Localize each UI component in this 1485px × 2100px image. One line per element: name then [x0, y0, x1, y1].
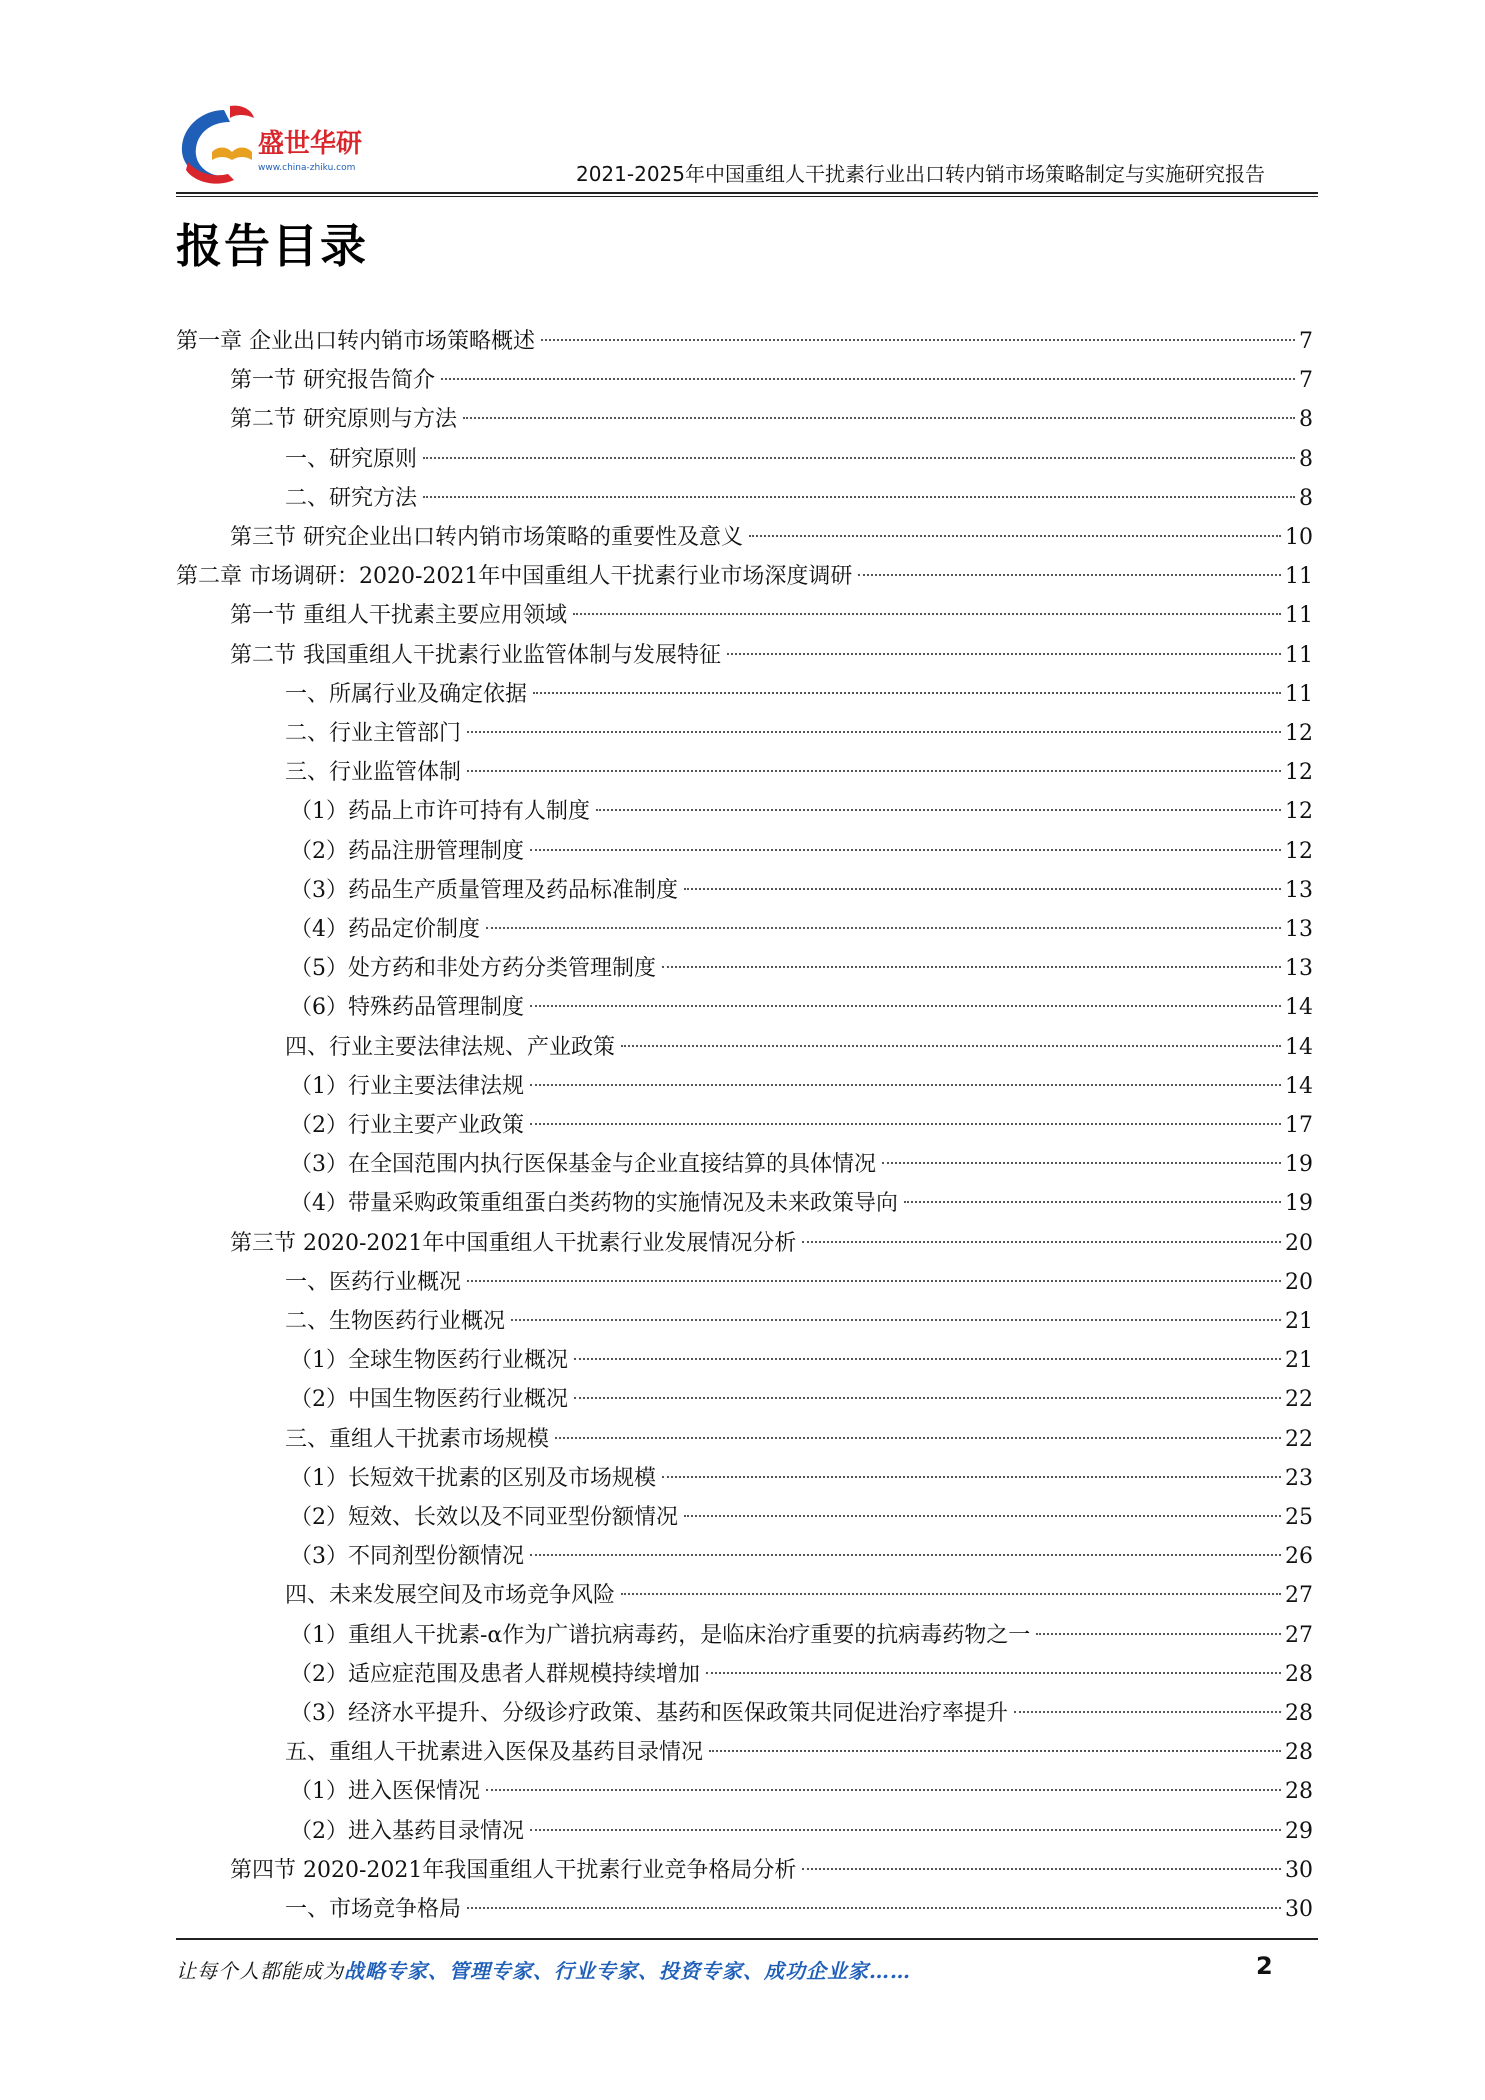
toc-dot-leader	[511, 1319, 1281, 1321]
toc-entry[interactable]	[290, 834, 1313, 870]
toc-entry-label: 第三节 研究企业出口转内销市场策略的重要性及意义	[230, 525, 743, 550]
toc-entry-label: （1）进入医保情况	[290, 1779, 480, 1805]
toc-dot-leader	[530, 1829, 1281, 1831]
toc-dot-leader	[858, 574, 1281, 576]
slogan-prefix: 让每个人都能成为	[176, 1959, 344, 1983]
toc-dot-leader	[574, 1358, 1281, 1360]
toc-entry[interactable]	[285, 1578, 1313, 1614]
toc-dot-leader	[749, 535, 1281, 537]
svg-text:盛世华研: 盛世华研	[258, 129, 363, 159]
toc-entry[interactable]	[290, 1500, 1313, 1536]
toc-entry-page: 13	[1285, 877, 1313, 903]
toc-entry-page: 25	[1285, 1505, 1313, 1530]
toc-entry-label: 三、重组人干扰素市场规模	[285, 1426, 550, 1452]
toc-dot-leader	[423, 496, 1295, 498]
toc-entry[interactable]	[290, 1696, 1313, 1732]
logo	[172, 100, 392, 190]
toc-dot-leader	[533, 692, 1281, 694]
toc-entry-page: 14	[1285, 1034, 1313, 1060]
toc-entry-page: 13	[1285, 956, 1313, 982]
toc-dot-leader	[441, 378, 1295, 380]
toc-dot-leader	[541, 339, 1295, 341]
toc-entry[interactable]	[230, 363, 1313, 399]
toc-entry[interactable]	[290, 1618, 1313, 1654]
toc-dot-leader	[573, 613, 1281, 615]
toc-entry-page: 21	[1285, 1348, 1313, 1374]
toc-entry[interactable]	[290, 1539, 1313, 1575]
toc-entry[interactable]	[285, 481, 1313, 517]
toc-entry[interactable]	[290, 1108, 1313, 1144]
toc-entry-page: 28	[1285, 1661, 1313, 1687]
toc-entry[interactable]	[285, 1030, 1313, 1066]
toc-entry-label: 五、重组人干扰素进入医保及基药目录情况	[285, 1740, 704, 1766]
logo-emblem-icon	[172, 100, 392, 190]
toc-dot-leader	[802, 1868, 1281, 1870]
toc-entry-label: （3）在全国范围内执行医保基金与企业直接结算的具体情况	[290, 1152, 876, 1178]
footer-divider	[176, 1938, 1318, 1940]
toc-entry-page: 8	[1299, 485, 1313, 511]
footer-slogan	[176, 1955, 911, 1984]
toc-dot-leader	[530, 1084, 1281, 1086]
toc-entry[interactable]	[285, 1735, 1313, 1771]
toc-dot-leader	[706, 1672, 1281, 1674]
toc-dot-leader	[486, 927, 1281, 929]
toc-entry[interactable]	[285, 442, 1313, 478]
toc-entry[interactable]	[290, 1343, 1313, 1379]
toc-entry-page: 28	[1285, 1701, 1313, 1726]
header-divider-thin	[176, 196, 1318, 197]
toc-entry-page: 22	[1285, 1426, 1313, 1452]
toc-entry-label: （3）经济水平提升、分级诊疗政策、基药和医保政策共同促进治疗率提升	[290, 1701, 1008, 1726]
toc-entry[interactable]	[290, 1382, 1313, 1418]
toc-entry-label: （2）短效、长效以及不同亚型份额情况	[290, 1505, 678, 1530]
header-report-title: 2021-2025年中国重组人干扰素行业出口转内销市场策略制定与实施研究报告	[575, 162, 1265, 186]
toc-dot-leader	[596, 809, 1281, 811]
toc-entry[interactable]	[290, 1069, 1313, 1105]
toc-entry[interactable]	[290, 1147, 1313, 1183]
toc-entry-label: 四、行业主要法律法规、产业政策	[285, 1034, 616, 1060]
toc-dot-leader	[662, 1476, 1281, 1478]
toc-entry[interactable]	[230, 402, 1313, 438]
toc-entry-label: 一、市场竞争格局	[285, 1897, 462, 1922]
toc-dot-leader	[486, 1789, 1281, 1791]
toc-entry-label: （2）适应症范围及患者人群规模持续增加	[290, 1661, 700, 1687]
toc-entry-label: 一、研究原则	[285, 446, 418, 472]
toc-dot-leader	[882, 1162, 1281, 1164]
toc-dot-leader	[530, 1554, 1281, 1556]
toc-entry-page: 12	[1285, 838, 1313, 864]
toc-dot-leader	[802, 1241, 1281, 1243]
toc-dot-leader	[555, 1437, 1281, 1439]
header-divider	[176, 192, 1318, 194]
toc-entry[interactable]	[290, 1774, 1313, 1810]
toc-entry[interactable]	[290, 1657, 1313, 1693]
toc-dot-leader	[684, 888, 1281, 890]
toc-entry-label: （1）长短效干扰素的区别及市场规模	[290, 1465, 656, 1491]
toc-dot-leader	[621, 1045, 1281, 1047]
toc-dot-leader	[621, 1593, 1281, 1595]
svg-text:www.china-zhiku.com: www.china-zhiku.com	[258, 163, 356, 173]
toc-entry-label: （3）药品生产质量管理及药品标准制度	[290, 877, 678, 903]
toc-entry-label: （2）行业主要产业政策	[290, 1113, 524, 1138]
toc-entry-label: （1）行业主要法律法规	[290, 1073, 524, 1099]
toc-entry-label: 第一节 重组人干扰素主要应用领域	[230, 603, 567, 629]
toc-entry-page: 14	[1285, 1073, 1313, 1099]
toc-entry-page: 8	[1299, 407, 1313, 433]
toc-entry-label: （1）重组人干扰素-α作为广谱抗病毒药，是临床治疗重要的抗病毒药物之一	[290, 1622, 1031, 1648]
toc-dot-leader	[574, 1397, 1281, 1399]
toc-entry-label: （6）特殊药品管理制度	[290, 995, 524, 1021]
toc-entry[interactable]	[290, 990, 1313, 1026]
toc-entry[interactable]	[290, 873, 1313, 909]
toc-entry-page: 30	[1285, 1897, 1313, 1922]
toc-dot-leader	[467, 770, 1281, 772]
toc-entry-label: 第二节 我国重组人干扰素行业监管体制与发展特征	[230, 642, 721, 668]
toc-entry-label: （2）进入基药目录情况	[290, 1818, 524, 1844]
toc-dot-leader	[727, 653, 1281, 655]
page-title: 报告目录	[176, 219, 368, 273]
toc-dot-leader	[1014, 1711, 1281, 1713]
toc-dot-leader	[662, 966, 1281, 968]
toc-entry-label: （4）药品定价制度	[290, 917, 480, 942]
toc-entry-label: 第二章 市场调研：2020-2021年中国重组人干扰素行业市场深度调研	[176, 564, 853, 590]
toc-entry-label: 四、未来发展空间及市场竞争风险	[285, 1583, 616, 1609]
toc-entry-label: （2）中国生物医药行业概况	[290, 1387, 568, 1413]
toc-entry[interactable]	[230, 638, 1313, 674]
toc-dot-leader	[530, 849, 1281, 851]
toc-dot-leader	[467, 1280, 1281, 1282]
toc-entry[interactable]	[285, 716, 1313, 752]
toc-entry-label: （3）不同剂型份额情况	[290, 1544, 524, 1570]
toc-dot-leader	[904, 1201, 1281, 1203]
toc-entry[interactable]	[290, 1814, 1313, 1850]
toc-entry-label: 第二节 研究原则与方法	[230, 407, 457, 433]
toc-entry-page: 30	[1285, 1857, 1313, 1883]
toc-entry[interactable]	[230, 1226, 1313, 1262]
toc-entry-page: 12	[1285, 760, 1313, 786]
toc-entry-page: 7	[1299, 368, 1313, 394]
toc-entry-page: 17	[1285, 1113, 1313, 1138]
toc-entry-label: （4）带量采购政策重组蛋白类药物的实施情况及未来政策导向	[290, 1191, 898, 1217]
toc-entry-page: 27	[1285, 1583, 1313, 1609]
toc-entry-page: 28	[1285, 1779, 1313, 1805]
toc-entry[interactable]	[290, 951, 1313, 987]
toc-entry-page: 19	[1285, 1191, 1313, 1217]
toc-entry-label: 第一节 研究报告简介	[230, 368, 435, 394]
toc-entry[interactable]	[230, 520, 1313, 556]
toc-entry[interactable]	[290, 912, 1313, 948]
toc-entry-page: 21	[1285, 1309, 1313, 1334]
toc-entry-label: （1）药品上市许可持有人制度	[290, 799, 590, 825]
toc-entry[interactable]	[290, 794, 1313, 830]
toc-entry-page: 11	[1285, 564, 1313, 590]
toc-entry-page: 11	[1285, 603, 1313, 629]
toc-entry-page: 12	[1285, 721, 1313, 746]
toc-entry-label: 第一章 企业出口转内销市场策略概述	[176, 329, 535, 354]
toc-entry-page: 11	[1285, 681, 1313, 707]
toc-entry-label: 第四节 2020-2021年我国重组人干扰素行业竞争格局分析	[230, 1857, 797, 1883]
toc-entry-page: 23	[1285, 1465, 1313, 1491]
toc-entry[interactable]	[290, 1186, 1313, 1222]
toc-entry-page: 13	[1285, 917, 1313, 942]
toc-entry-page: 26	[1285, 1544, 1313, 1570]
toc-dot-leader	[530, 1005, 1281, 1007]
toc-dot-leader	[463, 417, 1295, 419]
toc-entry[interactable]	[290, 1461, 1313, 1497]
toc-entry-label: 三、行业监管体制	[285, 760, 462, 786]
toc-entry[interactable]	[176, 559, 1313, 595]
toc-entry-page: 12	[1285, 799, 1313, 825]
toc-entry-page: 8	[1299, 446, 1313, 472]
toc-entry[interactable]	[285, 1304, 1313, 1340]
toc-dot-leader	[467, 731, 1281, 733]
toc-entry-page: 11	[1285, 642, 1313, 668]
toc-entry-label: 二、行业主管部门	[285, 721, 462, 746]
page-number: 2	[1256, 1952, 1273, 1980]
toc-entry-label: （2）药品注册管理制度	[290, 838, 524, 864]
toc-entry-page: 27	[1285, 1622, 1313, 1648]
toc-dot-leader	[467, 1907, 1281, 1909]
toc-entry-page: 28	[1285, 1740, 1313, 1766]
toc-dot-leader	[684, 1515, 1281, 1517]
toc-entry-page: 19	[1285, 1152, 1313, 1178]
toc-entry-page: 20	[1285, 1230, 1313, 1256]
toc-entry[interactable]	[176, 324, 1313, 360]
toc-entry[interactable]	[285, 1892, 1313, 1928]
toc-entry-label: 一、医药行业概况	[285, 1269, 462, 1295]
toc-entry-page: 7	[1299, 329, 1313, 354]
toc-entry-label: 一、所属行业及确定依据	[285, 681, 528, 707]
toc-entry-page: 29	[1285, 1818, 1313, 1844]
toc-entry-page: 10	[1285, 525, 1313, 550]
toc-dot-leader	[530, 1123, 1281, 1125]
toc-entry-label: 二、生物医药行业概况	[285, 1309, 506, 1334]
toc-dot-leader	[1036, 1633, 1281, 1635]
slogan-highlight: 战略专家、管理专家、行业专家、投资专家、成功企业家……	[344, 1959, 911, 1983]
toc-dot-leader	[423, 457, 1295, 459]
toc-entry[interactable]	[285, 1265, 1313, 1301]
toc-entry-label: 第三节 2020-2021年中国重组人干扰素行业发展情况分析	[230, 1230, 797, 1256]
toc-entry[interactable]	[285, 1422, 1313, 1458]
toc-entry[interactable]	[285, 755, 1313, 791]
toc-entry-page: 14	[1285, 995, 1313, 1021]
toc-entry-label: 二、研究方法	[285, 485, 418, 511]
toc-entry[interactable]	[230, 1853, 1313, 1889]
toc-entry[interactable]	[285, 677, 1313, 713]
toc-entry-page: 20	[1285, 1269, 1313, 1295]
toc-entry-page: 22	[1285, 1387, 1313, 1413]
toc-entry-label: （5）处方药和非处方药分类管理制度	[290, 956, 656, 982]
toc-dot-leader	[709, 1750, 1281, 1752]
toc-entry-label: （1）全球生物医药行业概况	[290, 1348, 568, 1374]
toc-entry[interactable]	[230, 598, 1313, 634]
